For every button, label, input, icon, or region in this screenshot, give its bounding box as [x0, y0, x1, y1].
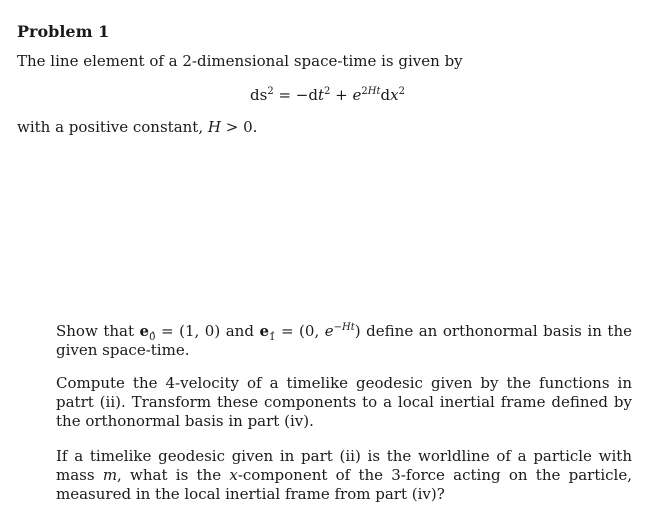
problem-condition: with a positive constant, H > 0. — [17, 118, 258, 136]
part-four-velocity: Compute the 4-velocity of a timelike geodesic given by the functions in patrt (ii). Transform these components to a local inertial frame defined by the orthonormal basis in part (iv). — [56, 374, 632, 430]
line-element-equation: $ds^2 = -dt^2 + e^{2Ht}dx^2$ — [250, 86, 405, 104]
part-three-force: If a timelike geodesic given in part (ii) is the worldline of a particle with mass m, what is the x-component of the 3-force acting on the particle, measured in the local inertial frame from part (iv)? — [56, 447, 632, 503]
problem-heading: Problem 1 — [17, 22, 110, 41]
part-orthonormal-basis: Show that $e_{0̂} = (1$, 0) and $e_{1̂} = (0$, $e^{-Ht}$) define an orthonormal basis in the given space-time. — [56, 322, 632, 359]
problem-intro: The line element of a 2-dimensional space-time is given by — [17, 52, 463, 70]
